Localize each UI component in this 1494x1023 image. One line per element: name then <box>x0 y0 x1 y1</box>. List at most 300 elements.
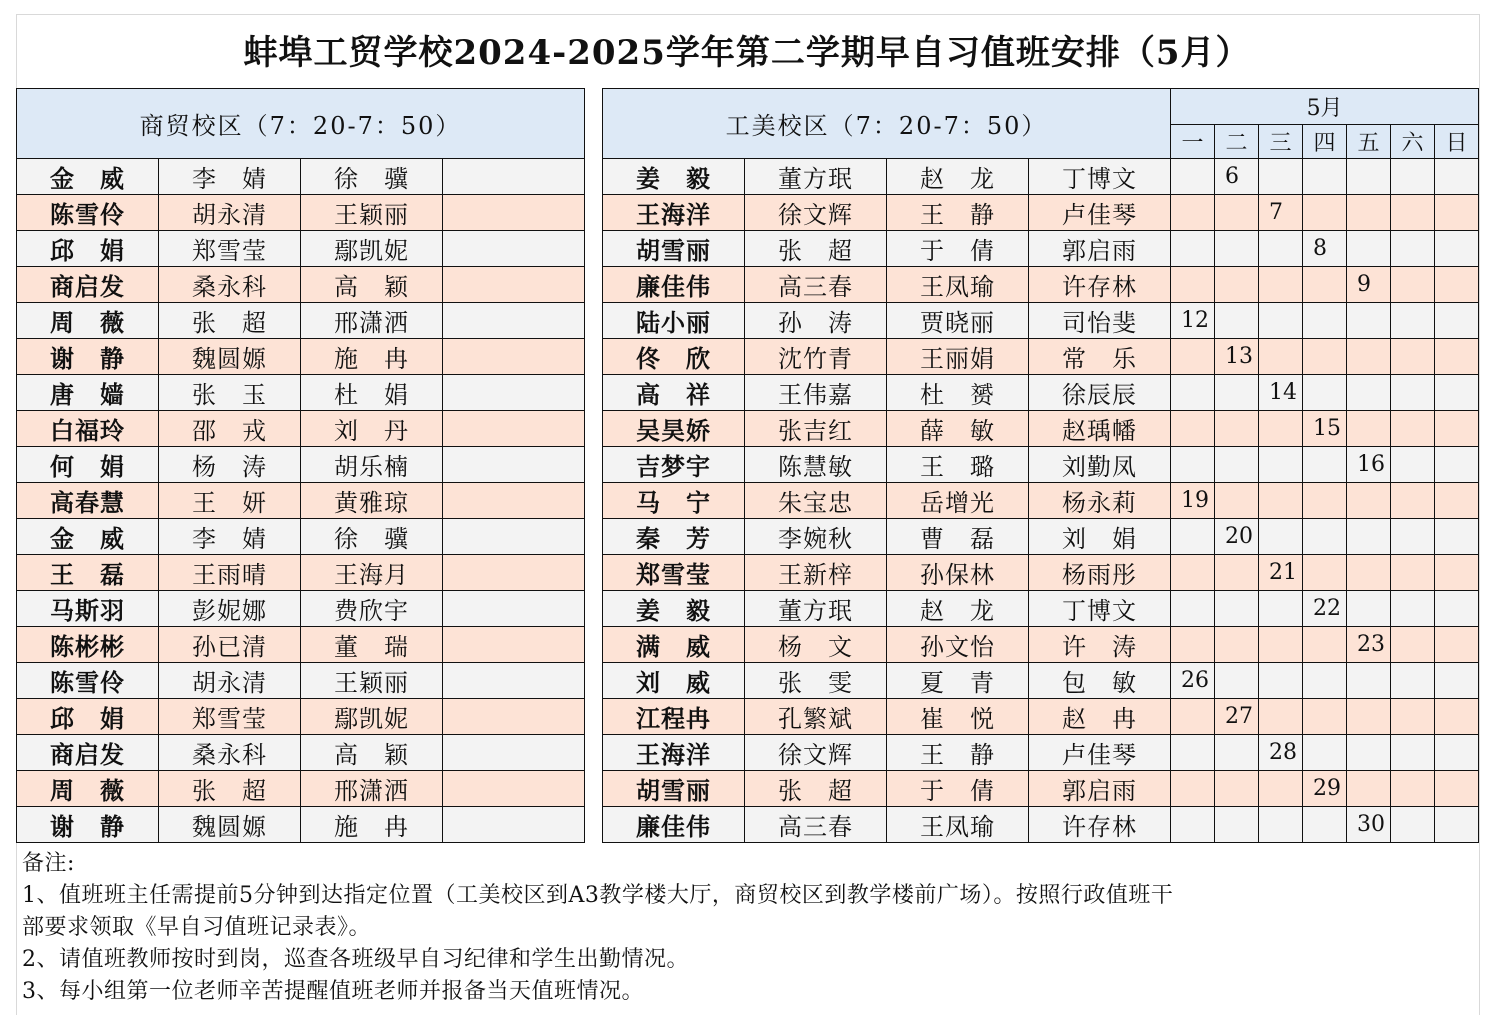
teacher-name: 李 婧 <box>159 159 301 195</box>
table-row <box>17 519 585 555</box>
empty-cell <box>443 195 585 231</box>
teacher-name: 孙文怡 <box>887 627 1029 663</box>
teacher-name: 张 超 <box>745 231 887 267</box>
calendar-cell <box>1391 303 1435 339</box>
teacher-name: 费欣宇 <box>301 591 443 627</box>
teacher-name: 胡永清 <box>159 195 301 231</box>
table-row <box>603 231 1479 267</box>
weekday-label: 一 <box>1171 124 1215 159</box>
calendar-cell <box>1391 231 1435 267</box>
leader-name: 高 祥 <box>603 375 745 411</box>
table-row <box>603 447 1479 483</box>
calendar-cell <box>1215 267 1259 303</box>
calendar-cell <box>1303 195 1347 231</box>
calendar-cell <box>1171 735 1215 771</box>
empty-cell <box>443 303 585 339</box>
duty-date: 15 <box>1303 411 1347 447</box>
teacher-name: 李婉秋 <box>745 519 887 555</box>
teacher-name: 鄢凯妮 <box>301 231 443 267</box>
leader-name: 周 薇 <box>17 303 159 339</box>
gongmei-campus-header: 工美校区（7：20-7：50） <box>603 89 1171 159</box>
teacher-name: 杜 赟 <box>887 375 1029 411</box>
teacher-name: 桑永科 <box>159 267 301 303</box>
calendar-cell <box>1215 195 1259 231</box>
teacher-name: 刘勤凤 <box>1029 447 1171 483</box>
calendar-cell <box>1259 303 1303 339</box>
empty-cell <box>443 735 585 771</box>
teacher-name: 王新梓 <box>745 555 887 591</box>
calendar-cell <box>1171 771 1215 807</box>
leader-name: 王 磊 <box>17 555 159 591</box>
calendar-cell <box>1347 663 1391 699</box>
duty-date: 21 <box>1259 555 1303 591</box>
calendar-cell <box>1259 771 1303 807</box>
calendar-cell <box>1435 267 1479 303</box>
table-row <box>17 195 585 231</box>
weekday-label: 六 <box>1391 124 1435 159</box>
table-row <box>603 195 1479 231</box>
teacher-name: 郭启雨 <box>1029 231 1171 267</box>
teacher-name: 郭启雨 <box>1029 771 1171 807</box>
calendar-cell <box>1435 411 1479 447</box>
leader-name: 刘 威 <box>603 663 745 699</box>
teacher-name: 黄雅琼 <box>301 483 443 519</box>
leader-name: 马斯羽 <box>17 591 159 627</box>
teacher-name: 陈慧敏 <box>745 447 887 483</box>
calendar-cell <box>1259 591 1303 627</box>
calendar-cell <box>1347 303 1391 339</box>
teacher-name: 王凤瑜 <box>887 267 1029 303</box>
teacher-name: 王伟嘉 <box>745 375 887 411</box>
note-2: 2、请值班教师按时到岗，巡查各班级早自习纪律和学生出勤情况。 <box>22 947 689 972</box>
table-row <box>17 267 585 303</box>
empty-cell <box>443 771 585 807</box>
duty-date: 16 <box>1347 447 1391 483</box>
teacher-name: 薛 敏 <box>887 411 1029 447</box>
teacher-name: 彭妮娜 <box>159 591 301 627</box>
empty-cell <box>443 159 585 195</box>
teacher-name: 邢潇洒 <box>301 303 443 339</box>
table-row <box>603 663 1479 699</box>
calendar-cell <box>1391 555 1435 591</box>
calendar-cell <box>1391 339 1435 375</box>
leader-name: 邱 娟 <box>17 699 159 735</box>
teacher-name: 王丽娟 <box>887 339 1029 375</box>
calendar-cell <box>1303 555 1347 591</box>
empty-cell <box>443 519 585 555</box>
calendar-cell <box>1435 231 1479 267</box>
calendar-cell <box>1171 375 1215 411</box>
teacher-name: 董方珉 <box>745 591 887 627</box>
calendar-cell <box>1215 591 1259 627</box>
weekday-label: 三 <box>1259 124 1303 159</box>
teacher-name: 许 涛 <box>1029 627 1171 663</box>
table-row <box>603 771 1479 807</box>
table-row <box>603 807 1479 843</box>
teacher-name: 施 冉 <box>301 807 443 843</box>
calendar-cell <box>1303 627 1347 663</box>
calendar-cell <box>1215 375 1259 411</box>
teacher-name: 李 婧 <box>159 519 301 555</box>
teacher-name: 高三春 <box>745 267 887 303</box>
empty-cell <box>443 555 585 591</box>
calendar-cell <box>1391 411 1435 447</box>
table-row <box>17 591 585 627</box>
leader-name: 廉佳伟 <box>603 807 745 843</box>
leader-name: 佟 欣 <box>603 339 745 375</box>
calendar-cell <box>1259 267 1303 303</box>
calendar-cell <box>1303 483 1347 519</box>
calendar-cell <box>1171 519 1215 555</box>
calendar-cell <box>1259 447 1303 483</box>
calendar-cell <box>1391 159 1435 195</box>
empty-cell <box>443 447 585 483</box>
calendar-cell <box>1435 771 1479 807</box>
calendar-cell <box>1391 807 1435 843</box>
calendar-cell <box>1303 663 1347 699</box>
teacher-name: 胡永清 <box>159 663 301 699</box>
teacher-name: 张 雯 <box>745 663 887 699</box>
teacher-name: 许存林 <box>1029 807 1171 843</box>
table-row <box>17 807 585 843</box>
calendar-cell <box>1347 231 1391 267</box>
calendar-cell <box>1171 267 1215 303</box>
table-row <box>603 555 1479 591</box>
teacher-name: 胡乐楠 <box>301 447 443 483</box>
calendar-cell <box>1347 555 1391 591</box>
table-row <box>17 411 585 447</box>
calendar-cell <box>1347 591 1391 627</box>
leader-name: 唐 嫱 <box>17 375 159 411</box>
calendar-cell <box>1171 159 1215 195</box>
leader-name: 陈雪伶 <box>17 195 159 231</box>
empty-cell <box>443 267 585 303</box>
teacher-name: 孙已清 <box>159 627 301 663</box>
empty-cell <box>443 339 585 375</box>
table-row <box>603 339 1479 375</box>
table-row <box>17 339 585 375</box>
duty-date: 26 <box>1171 663 1215 699</box>
leader-name: 陈彬彬 <box>17 627 159 663</box>
calendar-cell <box>1303 267 1347 303</box>
teacher-name: 施 冉 <box>301 339 443 375</box>
table-row <box>603 591 1479 627</box>
empty-cell <box>443 699 585 735</box>
teacher-name: 贾晓丽 <box>887 303 1029 339</box>
calendar-cell <box>1303 303 1347 339</box>
teacher-name: 魏圆嫄 <box>159 807 301 843</box>
notes-section <box>22 848 1462 1008</box>
calendar-cell <box>1347 195 1391 231</box>
table-row <box>603 267 1479 303</box>
teacher-name: 徐文辉 <box>745 735 887 771</box>
calendar-cell <box>1347 519 1391 555</box>
duty-date: 7 <box>1259 195 1303 231</box>
duty-date: 22 <box>1303 591 1347 627</box>
calendar-cell <box>1171 627 1215 663</box>
calendar-cell <box>1435 555 1479 591</box>
table-row <box>603 411 1479 447</box>
leader-name: 胡雪丽 <box>603 231 745 267</box>
empty-cell <box>443 807 585 843</box>
weekday-label: 四 <box>1303 124 1347 159</box>
teacher-name: 王凤瑜 <box>887 807 1029 843</box>
teacher-name: 董方珉 <box>745 159 887 195</box>
calendar-cell <box>1171 591 1215 627</box>
calendar-cell <box>1435 159 1479 195</box>
table-row <box>603 375 1479 411</box>
teacher-name: 杨永莉 <box>1029 483 1171 519</box>
leader-name: 姜 毅 <box>603 159 745 195</box>
leader-name: 廉佳伟 <box>603 267 745 303</box>
calendar-cell <box>1259 627 1303 663</box>
teacher-name: 桑永科 <box>159 735 301 771</box>
empty-cell <box>443 591 585 627</box>
teacher-name: 赵瑀幡 <box>1029 411 1171 447</box>
leader-name: 金 威 <box>17 159 159 195</box>
leader-name: 金 威 <box>17 519 159 555</box>
calendar-cell <box>1303 375 1347 411</box>
teacher-name: 邢潇洒 <box>301 771 443 807</box>
calendar-cell <box>1435 339 1479 375</box>
duty-date: 12 <box>1171 303 1215 339</box>
leader-name: 满 威 <box>603 627 745 663</box>
calendar-cell <box>1347 699 1391 735</box>
leader-name: 白福玲 <box>17 411 159 447</box>
notes-heading: 备注: <box>22 851 75 876</box>
table-row <box>17 303 585 339</box>
calendar-cell <box>1435 807 1479 843</box>
teacher-name: 孙保林 <box>887 555 1029 591</box>
empty-cell <box>443 375 585 411</box>
teacher-name: 于 倩 <box>887 771 1029 807</box>
calendar-cell <box>1391 735 1435 771</box>
calendar-cell <box>1215 411 1259 447</box>
calendar-cell <box>1215 807 1259 843</box>
calendar-cell <box>1259 807 1303 843</box>
duty-date: 19 <box>1171 483 1215 519</box>
leader-name: 吉梦宇 <box>603 447 745 483</box>
empty-cell <box>443 483 585 519</box>
teacher-name: 鄢凯妮 <box>301 699 443 735</box>
calendar-cell <box>1391 699 1435 735</box>
calendar-cell <box>1347 159 1391 195</box>
teacher-name: 杜 娟 <box>301 375 443 411</box>
calendar-cell <box>1259 339 1303 375</box>
calendar-cell <box>1347 375 1391 411</box>
calendar-cell <box>1391 627 1435 663</box>
calendar-cell <box>1303 447 1347 483</box>
teacher-name: 高三春 <box>745 807 887 843</box>
teacher-name: 沈竹青 <box>745 339 887 375</box>
teacher-name: 赵 龙 <box>887 159 1029 195</box>
teacher-name: 张 玉 <box>159 375 301 411</box>
calendar-cell <box>1215 735 1259 771</box>
calendar-cell <box>1259 519 1303 555</box>
leader-name: 胡雪丽 <box>603 771 745 807</box>
table-row <box>17 555 585 591</box>
table-row <box>17 231 585 267</box>
calendar-cell <box>1215 483 1259 519</box>
table-row <box>603 483 1479 519</box>
leader-name: 马 宁 <box>603 483 745 519</box>
teacher-name: 张 超 <box>159 771 301 807</box>
table-row <box>603 627 1479 663</box>
calendar-cell <box>1303 735 1347 771</box>
calendar-cell <box>1303 699 1347 735</box>
calendar-cell <box>1171 447 1215 483</box>
duty-date: 13 <box>1215 339 1259 375</box>
teacher-name: 王雨晴 <box>159 555 301 591</box>
calendar-cell <box>1259 483 1303 519</box>
calendar-cell <box>1215 447 1259 483</box>
calendar-cell <box>1347 771 1391 807</box>
teacher-name: 朱宝忠 <box>745 483 887 519</box>
calendar-cell <box>1171 411 1215 447</box>
empty-cell <box>443 231 585 267</box>
weekday-label: 日 <box>1435 124 1479 159</box>
teacher-name: 夏 青 <box>887 663 1029 699</box>
duty-date: 8 <box>1303 231 1347 267</box>
calendar-cell <box>1171 699 1215 735</box>
calendar-cell <box>1347 483 1391 519</box>
table-row <box>17 447 585 483</box>
teacher-name: 邵 戎 <box>159 411 301 447</box>
teacher-name: 徐文辉 <box>745 195 887 231</box>
duty-date: 23 <box>1347 627 1391 663</box>
calendar-cell <box>1435 627 1479 663</box>
calendar-cell <box>1435 447 1479 483</box>
teacher-name: 包 敏 <box>1029 663 1171 699</box>
table-row <box>603 699 1479 735</box>
calendar-cell <box>1303 339 1347 375</box>
teacher-name: 郑雪莹 <box>159 231 301 267</box>
teacher-name: 孙 涛 <box>745 303 887 339</box>
teacher-name: 杨 文 <box>745 627 887 663</box>
teacher-name: 张 超 <box>745 771 887 807</box>
calendar-cell <box>1435 303 1479 339</box>
leader-name: 商启发 <box>17 267 159 303</box>
leader-name: 江程冉 <box>603 699 745 735</box>
calendar-cell <box>1171 555 1215 591</box>
leader-name: 何 娟 <box>17 447 159 483</box>
duty-date: 14 <box>1259 375 1303 411</box>
calendar-cell <box>1391 591 1435 627</box>
table-row <box>17 771 585 807</box>
teacher-name: 王颖丽 <box>301 195 443 231</box>
note-1a: 1、值班班主任需提前5分钟到达指定位置（工美校区到A3教学楼大厅，商贸校区到教学楼前广场）。按照行政值班干 <box>22 883 1174 908</box>
table-row <box>17 699 585 735</box>
teacher-name: 王 璐 <box>887 447 1029 483</box>
calendar-cell <box>1391 447 1435 483</box>
calendar-cell <box>1435 735 1479 771</box>
teacher-name: 王颖丽 <box>301 663 443 699</box>
calendar-cell <box>1435 663 1479 699</box>
calendar-cell <box>1303 807 1347 843</box>
teacher-name: 司怡斐 <box>1029 303 1171 339</box>
calendar-cell <box>1391 267 1435 303</box>
note-3: 3、每小组第一位老师辛苦提醒值班老师并报备当天值班情况。 <box>22 979 644 1004</box>
leader-name: 高春慧 <box>17 483 159 519</box>
calendar-cell <box>1171 195 1215 231</box>
leader-name: 谢 静 <box>17 339 159 375</box>
calendar-cell <box>1259 411 1303 447</box>
teacher-name: 岳增光 <box>887 483 1029 519</box>
teacher-name: 刘 丹 <box>301 411 443 447</box>
teacher-name: 王海月 <box>301 555 443 591</box>
calendar-cell <box>1435 591 1479 627</box>
table-row <box>17 159 585 195</box>
calendar-cell <box>1303 519 1347 555</box>
note-1b: 部要求领取《早自习值班记录表》。 <box>22 915 372 940</box>
leader-name: 王海洋 <box>603 195 745 231</box>
empty-cell <box>443 411 585 447</box>
calendar-cell <box>1391 771 1435 807</box>
calendar-cell <box>1391 375 1435 411</box>
calendar-cell <box>1215 627 1259 663</box>
duty-date: 29 <box>1303 771 1347 807</box>
teacher-name: 徐辰辰 <box>1029 375 1171 411</box>
leader-name: 商启发 <box>17 735 159 771</box>
empty-cell <box>443 627 585 663</box>
shangmao-campus-header: 商贸校区（7：20-7：50） <box>17 89 585 159</box>
teacher-name: 丁博文 <box>1029 591 1171 627</box>
teacher-name: 卢佳琴 <box>1029 195 1171 231</box>
calendar-cell <box>1347 339 1391 375</box>
leader-name: 周 薇 <box>17 771 159 807</box>
teacher-name: 于 倩 <box>887 231 1029 267</box>
calendar-cell <box>1391 483 1435 519</box>
calendar-cell <box>1347 411 1391 447</box>
teacher-name: 魏圆嫄 <box>159 339 301 375</box>
table-row <box>603 735 1479 771</box>
teacher-name: 郑雪莹 <box>159 699 301 735</box>
weekday-label: 五 <box>1347 124 1391 159</box>
calendar-cell <box>1215 303 1259 339</box>
teacher-name: 赵 龙 <box>887 591 1029 627</box>
teacher-name: 王 静 <box>887 195 1029 231</box>
leader-name: 王海洋 <box>603 735 745 771</box>
calendar-cell <box>1259 663 1303 699</box>
calendar-cell <box>1435 699 1479 735</box>
teacher-name: 高 颖 <box>301 267 443 303</box>
duty-date: 28 <box>1259 735 1303 771</box>
shangmao-campus-table <box>16 88 585 843</box>
teacher-name: 刘 娟 <box>1029 519 1171 555</box>
teacher-name: 曹 磊 <box>887 519 1029 555</box>
calendar-cell <box>1171 339 1215 375</box>
duty-date: 27 <box>1215 699 1259 735</box>
calendar-cell <box>1435 483 1479 519</box>
duty-date: 9 <box>1347 267 1391 303</box>
teacher-name: 赵 冉 <box>1029 699 1171 735</box>
calendar-cell <box>1259 699 1303 735</box>
leader-name: 秦 芳 <box>603 519 745 555</box>
teacher-name: 董 瑞 <box>301 627 443 663</box>
calendar-cell <box>1215 231 1259 267</box>
gongmei-campus-table <box>602 88 1479 843</box>
calendar-cell <box>1303 159 1347 195</box>
table-row <box>17 483 585 519</box>
teacher-name: 徐 骥 <box>301 519 443 555</box>
calendar-cell <box>1215 555 1259 591</box>
calendar-cell <box>1171 231 1215 267</box>
teacher-name: 王 静 <box>887 735 1029 771</box>
calendar-cell <box>1259 231 1303 267</box>
calendar-cell <box>1391 195 1435 231</box>
leader-name: 陆小丽 <box>603 303 745 339</box>
calendar-cell <box>1347 735 1391 771</box>
